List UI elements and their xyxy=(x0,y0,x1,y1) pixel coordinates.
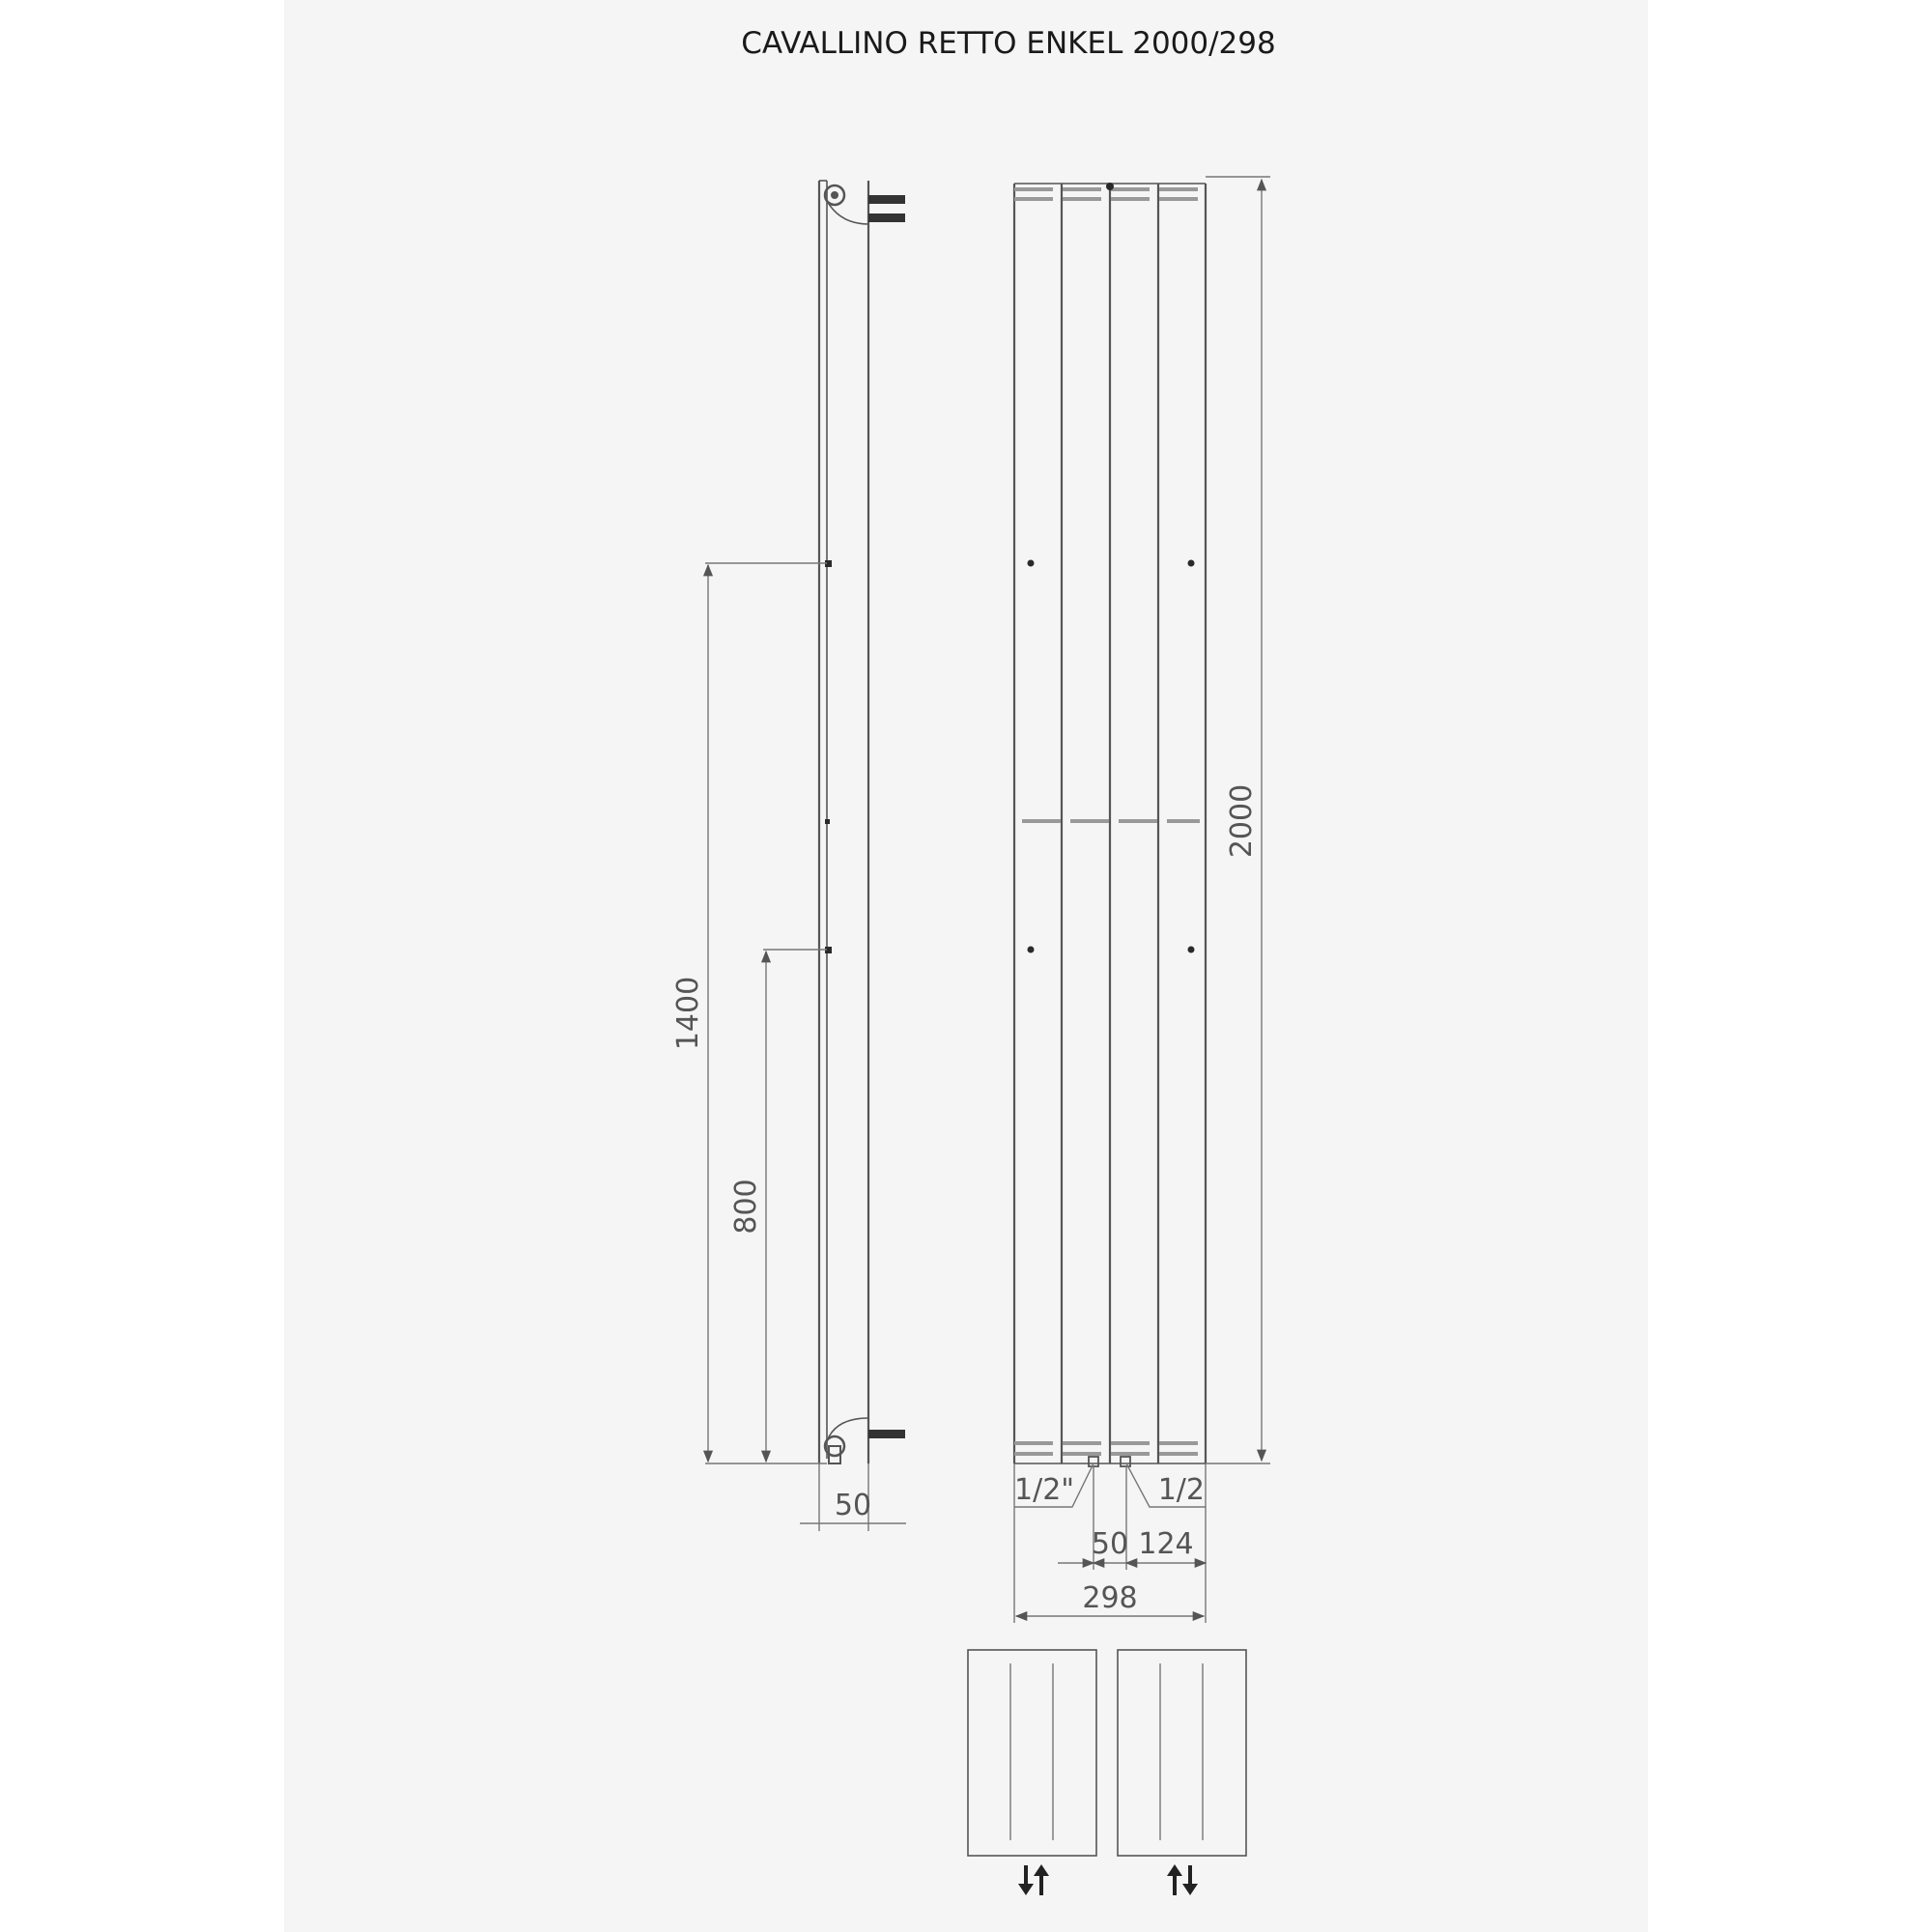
dim-bracket-lower: 800 xyxy=(729,1179,763,1235)
dim-connection-spacing: 50 xyxy=(1091,1527,1129,1561)
side-view xyxy=(671,181,906,1531)
bottom-valve-icon xyxy=(825,1418,905,1463)
dim-connection-left: 1/2" xyxy=(1014,1473,1075,1507)
vent-dot xyxy=(1106,183,1114,190)
bracket-dot xyxy=(1188,560,1195,567)
dim-connection-offset: 124 xyxy=(1138,1527,1194,1561)
flow-up-down-icon xyxy=(1167,1864,1198,1895)
dim-height-total: 2000 xyxy=(1225,783,1259,859)
dim-width-total: 298 xyxy=(1082,1581,1138,1615)
bracket-dot xyxy=(1028,947,1035,953)
dim-depth: 50 xyxy=(834,1489,872,1522)
dim-connection-right: 1/2 xyxy=(1157,1473,1205,1507)
page-title: CAVALLINO RETTO ENKEL 2000/298 xyxy=(741,26,1276,61)
front-view xyxy=(1014,177,1270,1623)
bracket-dot xyxy=(1028,560,1035,567)
dim-bracket-upper: 1400 xyxy=(671,976,705,1051)
bracket-dot xyxy=(1188,947,1195,953)
top-valve-icon xyxy=(825,185,905,224)
connection-variant-a xyxy=(968,1650,1096,1895)
bracket-dot xyxy=(825,819,830,824)
flow-down-up-icon xyxy=(1018,1864,1049,1895)
connection-variant-b xyxy=(1118,1650,1246,1895)
